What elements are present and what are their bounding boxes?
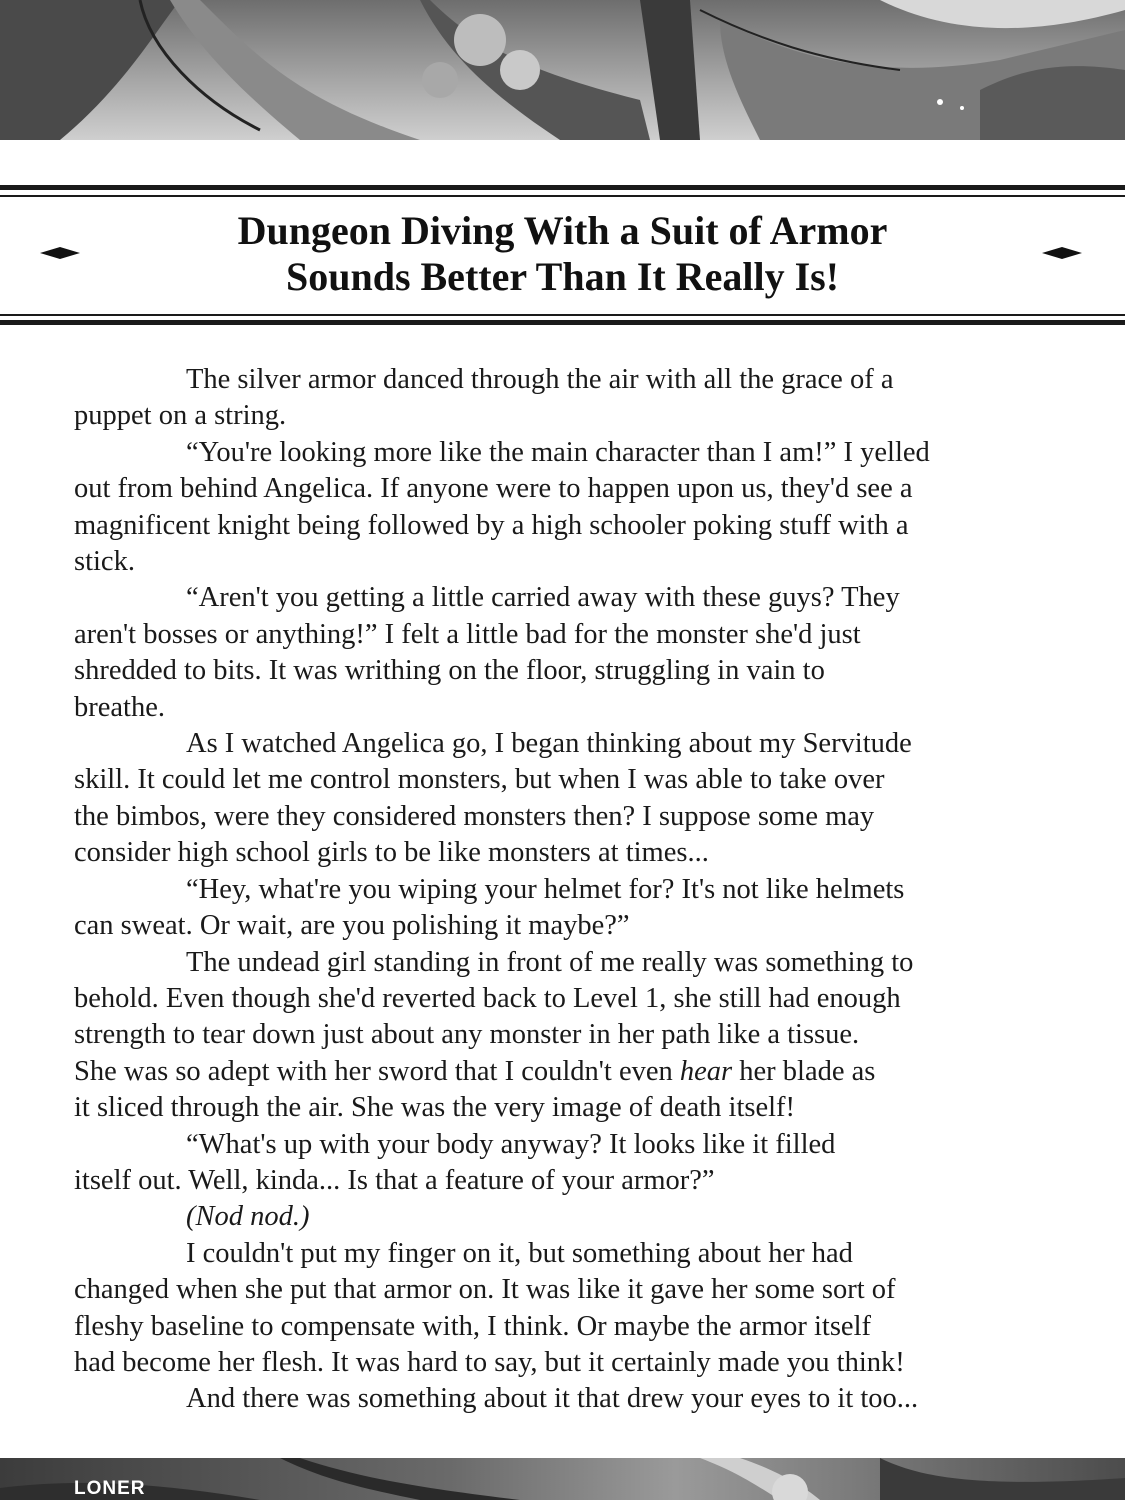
paragraph-line: The silver armor danced through the air with all the grace of a [186, 364, 894, 395]
paragraph-line [74, 1199, 1034, 1235]
header-illustration [0, 0, 1125, 140]
paragraph-line: out from behind Angelica. If anyone were to happen upon us, they'd see a [74, 473, 913, 505]
paragraph-line: fleshy baseline to compensate with, I think. Or maybe the armor itself [74, 1310, 871, 1342]
paragraph-line: itself out. Well, kinda... Is that a feature of your armor?” [74, 1164, 715, 1196]
paragraph-line: The undead girl standing in front of me really was something to [186, 946, 914, 978]
paragraph-line: shredded to bits. It was writhing on the floor, struggling in vain to [74, 655, 825, 687]
line-segment: her blade as [732, 1055, 876, 1087]
paragraph-line: had become her flesh. It was hard to say, but it certainly made you think! [74, 1346, 905, 1378]
title-top-rule-thin [0, 195, 1125, 197]
chapter-body-text [74, 362, 1034, 1418]
paragraph-line: “Hey, what're you wiping your helmet for? It's not like helmets [186, 873, 905, 905]
paragraph-line: aren't bosses or anything!” I felt a little bad for the monster she'd just [74, 618, 861, 650]
paragraph-line: stick. [74, 546, 135, 578]
emphasis-text: hear [679, 1055, 733, 1087]
right-diamond-ornament [1042, 246, 1082, 260]
footer-series-label: LONER [74, 1478, 146, 1499]
paragraph-line: skill. It could let me control monsters, but when I was able to take over [74, 764, 885, 796]
paragraph-line: consider high school girls to be like monsters at times... [74, 837, 709, 869]
paragraph-line: can sweat. Or wait, are you polishing it maybe?” [74, 910, 630, 942]
footer-illustration-art [0, 1458, 1125, 1500]
title-bottom-rule-thin [0, 314, 1125, 316]
title-bottom-rule-thick [0, 320, 1125, 325]
paragraph-line: I couldn't put my finger on it, but something about her had [186, 1237, 853, 1269]
paragraph-line: magnificent knight being followed by a high schooler poking stuff with a [74, 509, 909, 541]
paragraph-line: And there was something about it that drew your eyes to it too... [186, 1383, 919, 1415]
paragraph-line: strength to tear down just about any monster in her path like a tissue. [74, 1019, 860, 1051]
chapter-title-line1: Dungeon Diving With a Suit of Armor [237, 208, 888, 253]
left-diamond-ornament [40, 246, 80, 260]
paragraph-line: “You're looking more like the main character than I am!” I yelled [186, 436, 930, 468]
chapter-title-box [0, 198, 1125, 310]
paragraph-line: “What's up with your body anyway? It looks like it filled [186, 1128, 836, 1160]
paragraph-line: the bimbos, were they considered monsters then? I suppose some may [74, 800, 875, 832]
paragraph-line: As I watched Angelica go, I began thinking about my Servitude [186, 728, 912, 760]
line-segment: She was so adept with her sword that I couldn't even [74, 1055, 680, 1087]
paragraph-line: breathe. [74, 691, 165, 723]
paragraph-line: behold. Even though she'd reverted back to Level 1, she still had enough [74, 982, 901, 1014]
paragraph-line [74, 1054, 1034, 1090]
paragraph-line: changed when she put that armor on. It was like it gave her some sort of [74, 1274, 896, 1306]
paragraph-line: “Aren't you getting a little carried away with these guys? They [186, 582, 900, 614]
header-illustration-art [0, 0, 1125, 140]
chapter-title [150, 208, 975, 300]
title-top-rule-thick [0, 185, 1125, 190]
paragraph-line: it sliced through the air. She was the very image of death itself! [74, 1092, 796, 1124]
chapter-title-line2: Sounds Better Than It Really Is! [285, 254, 840, 299]
footer-illustration [0, 1458, 1125, 1500]
emphasis-text: (Nod nod.) [186, 1201, 310, 1233]
paragraph-line: puppet on a string. [74, 400, 287, 432]
